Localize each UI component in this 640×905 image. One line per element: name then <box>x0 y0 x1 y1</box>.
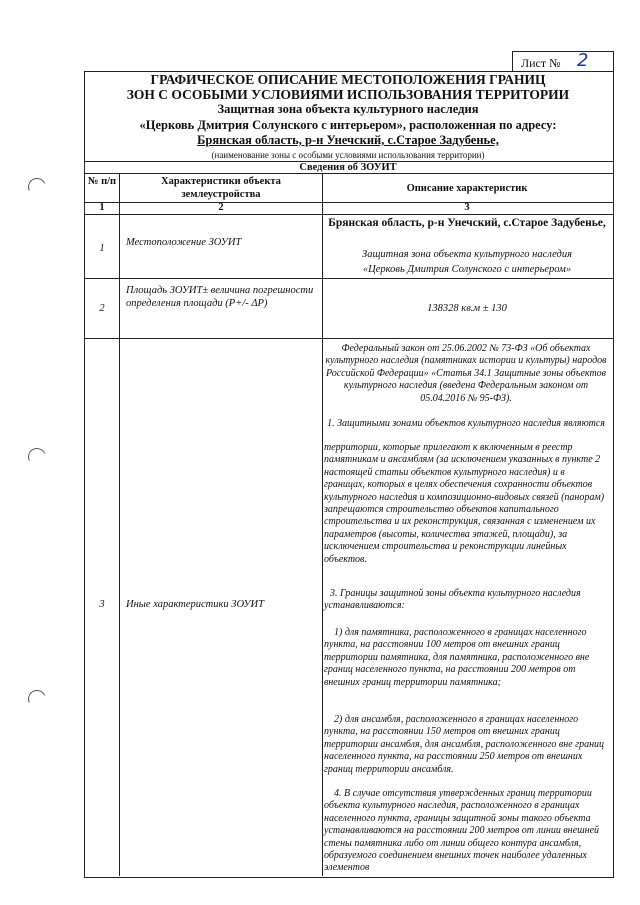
row-3-paragraph-3-1: 1) для памятника, расположенного в границах населенного пункта, на расстоянии 100 метров от внешних границ территории памятника, для памятника, расположенного вне границ населенного пункта, на расстоянии 200 метров от внешних границ территории памятника; <box>324 627 590 688</box>
header-line-3: Защитная зона объекта культурного наследия <box>217 102 479 116</box>
column-divider <box>322 173 323 876</box>
row-3-characteristic: Иные характеристики ЗОУИТ <box>126 599 264 610</box>
row-3-paragraph-1-body: территории, которые прилегают к включенным в реестр памятникам и ансамблям (за исключением указанных в пункте 2 настоящей статьи объектов культурного наследия) и в границах, которых в целях обеспечения сохранности объектов культурного наследия и композиционно-видовых связей (панорам) запрещаются строительство объектов капитального строительства и их реконструкция, связанная с изменением их параметров (высоты, количества этажей, площади), за исключением строительства и реконструкции линейных объектов. <box>324 442 605 565</box>
row-1-zone-name: Защитная зона объекта культурного наследия <box>362 249 572 260</box>
column-header-characteristic: Характеристики объекта землеустройства <box>161 176 281 200</box>
header-line-1: ГРАФИЧЕСКОЕ ОПИСАНИЕ МЕСТОПОЛОЖЕНИЯ ГРАНИЦ <box>150 72 546 87</box>
section-title: Сведения об ЗОУИТ <box>299 162 397 173</box>
sheet-number-box <box>512 51 614 72</box>
row-3-paragraph-3: 3. Границы защитной зоны объекта культурного наследия устанавливаются: <box>324 588 581 612</box>
hole-punch-mark <box>25 687 48 710</box>
hole-punch-mark <box>25 445 48 468</box>
column-header-description: Описание характеристик <box>406 183 528 194</box>
column-header-num: № п/п <box>87 176 117 187</box>
row-1-address: Брянская область, р-н Унечский, с.Старое Задубенье, <box>328 217 606 229</box>
row-3-law-reference: Федеральный закон от 25.06.2002 № 73-ФЗ «Об объектах культурного наследия (памятниках истории и культуры) народов Российской Федерации» «Статья 34.1 Защитные зоны объектов культурного наследия (введена Федеральным законом от 05.04.2016 № 95-ФЗ). <box>325 343 607 404</box>
column-index-1: 1 <box>99 202 105 213</box>
header-address <box>84 133 612 148</box>
row-2-number: 2 <box>99 303 105 314</box>
row-3-paragraph-1-heading: 1. Защитными зонами объектов культурного наследия являются <box>327 418 605 429</box>
row-2-area: 138328 кв.м ± 130 <box>427 303 507 314</box>
sheet-number: 2 <box>577 50 589 71</box>
header-line-2: ЗОН С ОСОБЫМИ УСЛОВИЯМИ ИСПОЛЬЗОВАНИЯ ТЕРРИТОРИИ <box>126 87 570 102</box>
row-3-number: 3 <box>99 599 105 610</box>
rule <box>84 338 614 339</box>
row-3-paragraph-3-2: 2) для ансамбля, расположенного в границах населенного пункта, на расстоянии 150 метров от внешних границ территории ансамбля, для ансамбля, расположенного вне границ населенного пункта, на расстоянии 250 метров от внешних границ территории ансамбля. <box>324 714 605 775</box>
column-index-3: 3 <box>464 202 470 213</box>
rule <box>84 278 614 279</box>
hole-punch-mark <box>25 175 48 198</box>
row-1-number: 1 <box>99 243 105 254</box>
sheet-label: Лист № <box>521 56 561 70</box>
header-note: (наименование зоны с особыми условиями использования территории) <box>211 150 485 160</box>
row-2-characteristic: Площадь ЗОУИТ± величина погрешности определения площади (P+/- ΔP) <box>126 285 314 309</box>
row-3-paragraph-4: 4. В случае отсутствия утвержденных границ территории объекта культурного наследия, расположенного в границах населенного пункта, границы защитной зоны такого объекта устанавливаются на расстоянии 200 метров от линии внешней стены памятника либо от линии общего контура ансамбля, образуемого соединением внешних точек наиболее удаленных элементов <box>324 788 600 874</box>
row-1-characteristic: Местоположение ЗОУИТ <box>126 237 242 248</box>
address-text: Брянская область, р-н Унечский, с.Старое Задубенье, <box>197 133 499 147</box>
header-line-4: «Церковь Дмитрия Солунского с интерьером», расположенная по адресу: <box>139 118 557 132</box>
column-index-2: 2 <box>218 202 224 213</box>
column-divider <box>119 173 120 876</box>
row-1-object-name: «Церковь Дмитрия Солунского с интерьером» <box>362 264 572 275</box>
